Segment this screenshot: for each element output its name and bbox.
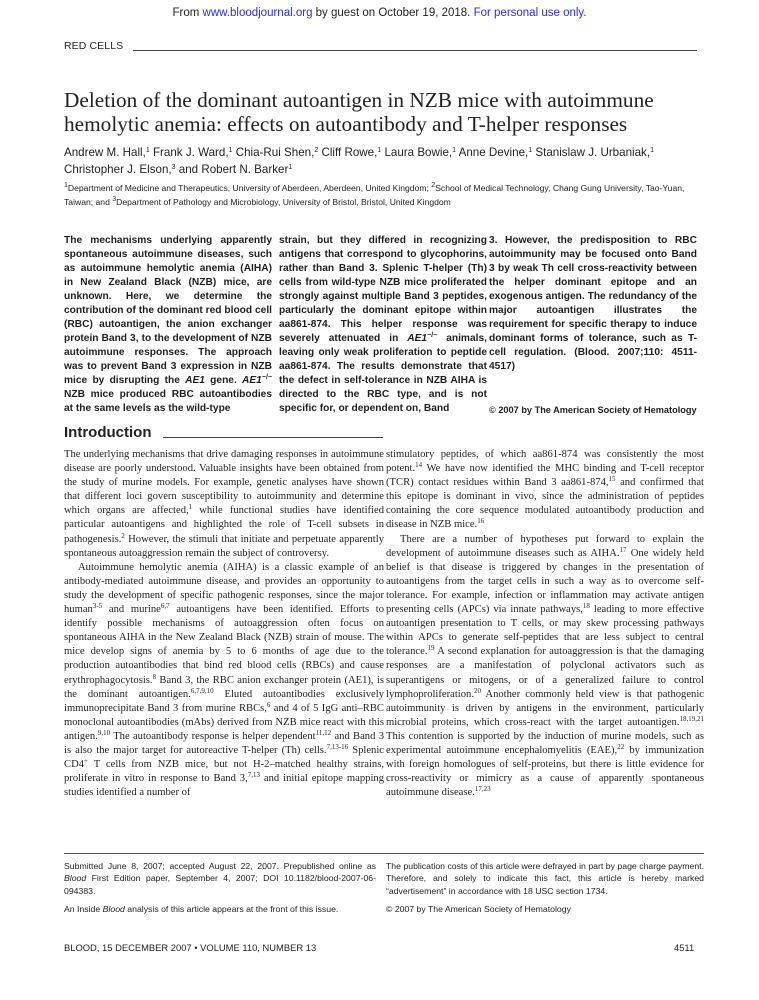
article-title: Deletion of the dominant autoantigen in NZB mice with autoimmune hemolytic anemia: effects on autoantibody and T-helper responses [64,88,654,136]
author: and Robert N. Barker$^1$ [178,163,293,176]
author: Andrew M. Hall,$^1$ [64,146,150,159]
affiliations: $^1$Department of Medicine and Therapeutics, University of Aberdeen, Aberdeen, United Kingdom; $^2$School of Medical Technology, Chang Gung University, Tao-Yuan, Taiwan; and $^3$Department of Pathology and Microbiology, University of Bristol, Bristol, United Kingdom [64,182,685,207]
paragraph: The underlying mechanisms that drive damaging responses in autoimmune disease are poorly understood. Valuable insights have been obtained from the study of murine models. For example, genetic analyses have shown that different loci govern susceptibility to autoimmunity and determine which organs are affected,$^1$ while functional studies have identified particular autoantigens and highlighted the role of T-cell subsets in pathogenesis.$^2$ However, the stimuli that initiate and perpetuate apparently spontaneous autoaggression remain the subject of controversy. [64,449,384,559]
inside-blood-note: An Inside Blood analysis of this article appears at the front of this issue. [64,904,339,915]
author: Anne Devine,$^1$ [458,146,533,159]
introduction-left-column [64,448,384,800]
author: Christopher J. Elson,$^3$ [64,163,176,176]
abstract-column-2: strain, but they differed in recognizing antigens that correspond to glycophorins, rather than Band 3. Splenic T-helper (Th) cells from wild-type NZB mice proliferated strongly against multiple Band 3 peptides, particularly the dominant epitope within aa861-874. This helper response was severely attenuated in AE1−/− animals, leaving only weak proliferation to peptide aa861-874. The results demonstrate that the defect in self-tolerance in NZB AIHA is directed to the RBC type, and is not specific for, or dependent on, Band [279,235,487,414]
introduction-right-column [386,448,704,800]
introduction-heading: Introduction [64,424,152,441]
publication-cost-note: The publication costs of this article were defrayed in part by page charge payment. Therefore, and solely to indicate this fact, this article is hereby marked “advertisement” in accordance with 18 USC section 1734. [386,861,704,896]
introduction-divider [163,437,383,438]
banner-middle: by guest on October 19, 2018. [312,7,474,19]
page-number: 4511 [674,942,695,953]
section-divider [133,50,697,51]
footnotes-left [64,860,376,922]
abstract-column-1: The mechanisms underlying apparently spontaneous autoimmune diseases, such as autoimmune hemolytic anemia (AIHA) in New Zealand Black (NZB) mice, are unknown. Here, we determine the contribution of the dominant red blood cell (RBC) autoantigen, the anion exchanger protein Band 3, to the development of NZB autoimmune responses. The approach was to prevent Band 3 expression in NZB mice by disrupting the AE1 gene. AE1−/− NZB mice produced RBC autoantibodies at the same levels as the wild-type [64,235,272,414]
submission-note: Submitted June 8, 2007; accepted August 22, 2007. Prepublished online as Blood First Edition paper, September 4, 2007; DOI 10.1182/blood-2007-06-094383. [64,861,376,896]
banner-prefix: From [172,7,203,19]
paragraph: stimulatory peptides, of which aa861-874 was consistently the most potent.$^{14}$ We have now identified the MHC binding and T-cell receptor (TCR) contact residues within Band 3 aa861-874,15 and confirmed that this epitope is dominant in vivo, since the administration of peptides containing the core sequence modulated autoantibody production and disease in NZB mice.$^{16}$ [386,449,704,531]
author: Chia-Rui Shen,$^2$ [235,146,319,159]
author: Frank J. Ward,$^1$ [152,146,233,159]
author: Cliff Rowe,$^1$ [321,146,382,159]
footnotes-right [386,860,704,922]
bloodjournal-link[interactable]: www.bloodjournal.org [202,7,313,19]
copyright-note: © 2007 by The American Society of Hematology [386,904,571,915]
author: Stanislaw J. Urbaniak,$^1$ [535,146,654,159]
footnote-divider [64,853,704,854]
paragraph: There are a number of hypotheses put forward to explain the development of autoimmune diseases such as AIHA.$^{17}$ One widely held belief is that disease is triggered by changes in the presentation of autoantigens from the target cells in such a way as to overcome self-tolerance. For example, infection or inflammation may activate antigen presenting cells (APCs) via innate pathways,$^{18}$ leading to more effective autoantigen presentation to T cells, or may skew processing pathways within APCs to generate self-peptides that are less subject to central tolerance.$^{19}$ A second explanation for autoaggression is that the damaging responses are a manifestation of polyclonal activators such as superantigens or mitogens, or of a generalized failure to control lymphoproliferation.$^{20}$ Another commonly held view is that pathogenic autoimmunity is driven by antigens in the environment, particularly microbial proteins, which cross-react with the target autoantigen.$^{18,19,21}$ This contention is supported by the induction of murine models, such as experimental autoimmune encephalomyelitis (EAE),$^{22}$ by immunization with foreign homologues of self-proteins, but there is little evidence for cross-reactivity or mimicry as a cause of apparently spontaneous autoimmune disease.$^{17,23}$ [386,533,704,799]
section-label: RED CELLS [64,40,124,52]
personal-use-link[interactable]: For personal use only. [473,7,587,19]
access-banner [0,7,759,19]
journal-info: BLOOD, 15 DECEMBER 2007 • VOLUME 110, NUMBER 13 [64,942,317,953]
author: Laura Bowie,$^1$ [384,146,457,159]
paragraph: Autoimmune hemolytic anemia (AIHA) is a classic example of an antibody-mediated autoimmune disease, and provides an opportunity to study the development of specific pathogenic responses, since the major human$^{3-5}$ and murine$^{6,7}$ autoantigens have been identified. Efforts to identify possible mechanisms of autoaggression often focus on spontaneous AIHA in the New Zealand Black (NZB) strain of mouse. The mice develop signs of anemia by 5 to 6 months of age due to the production autoantibodies that bind red blood cells (RBCs) and cause erythrophagocytosis.$^8$ Band 3, the RBC anion exchanger protein (AE1), is the dominant autoantigen.$^{6,7,9,10}$ Eluted autoantibodies exclusively immunoprecipitate Band 3 from murine RBCs,$^6$ and 4 of 5 IgG anti–RBC monoclonal autoantibodies (mAbs) derived from NZB mice react with this antigen.$^{9,10}$ The autoantibody response is helper dependent$^{11,12}$ and Band 3 is also the major target for autoreactive T-helper (Th) cells.$^{7,13-16}$ Splenic CD4+ T cells from NZB mice, but not H-2–matched healthy strains, proliferate in vitro in response to Band 3,$^{7,13}$ and initial epitope mapping studies identified a number of [64,561,384,799]
abstract-column-3: 3. However, the predisposition to RBC autoimmunity may be focused onto Band 3 by weak Th cell cross-reactivity between the helper dominant epitope and an exogenous antigen. The redundancy of the major autoantigen illustrates the requirement for specific therapy to induce dominant forms of tolerance, such as T-cell regulation. (Blood. 2007;110: 4511-4517) [489,235,697,372]
abstract-copyright: © 2007 by The American Society of Hematology [489,405,697,415]
author-list [64,144,704,178]
